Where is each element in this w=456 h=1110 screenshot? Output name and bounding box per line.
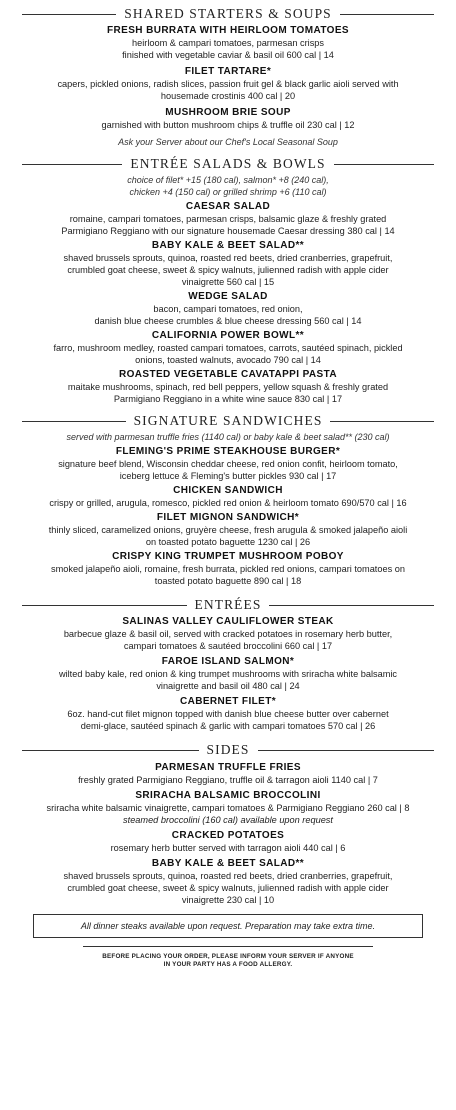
item-desc-line: capers, pickled onions, radish slices, passion fruit gel & black garlic aioli served with [57,79,399,89]
item-desc-line: danish blue cheese crumbles & blue cheese dressing 560 cal | 14 [94,316,362,326]
item-desc-line: iceberg lettuce & Fleming's butter pickles 930 cal | 17 [119,471,337,481]
item-name: CHICKEN SANDWICH [173,485,283,496]
item-desc-line: vinaigrette 560 cal | 15 [181,277,275,287]
item-desc-line: vinaigrette 230 cal | 10 [181,895,275,905]
header-rule-left [22,164,122,165]
item-desc-line: crumbled goat cheese, sweet & spicy walnuts, julienned radish with apple cider [67,265,389,275]
menu-item [6,239,450,288]
item-desc-line: Parmigiano Reggiano in a white wine sauce 830 cal | 17 [113,394,343,404]
header-rule-right [258,750,435,751]
section-header [6,6,450,22]
menu-item [6,655,450,692]
item-desc-line: 6oz. hand-cut filet mignon topped with danish blue cheese butter over cabernet [67,709,389,719]
item-desc-line: onions, toasted walnuts, avocado 790 cal | 14 [135,355,321,365]
section-header [6,742,450,758]
item-desc-line: on toasted potato baguette 1230 cal | 26 [145,537,311,547]
section-title: SIGNATURE SANDWICHES [133,413,323,428]
item-sub-note: steamed broccolini (160 cal) available upon request [123,815,333,825]
item-name: FRESH BURRATA WITH HEIRLOOM TOMATOES [107,25,349,36]
section-sides [6,742,450,906]
menu-item [6,857,450,906]
header-rule-right [269,605,434,606]
item-desc-line: thinly sliced, caramelized onions, gruyère cheese, fresh arugula & smoked jalapeño aioli [48,525,408,535]
item-name: CRACKED POTATOES [171,830,285,841]
section-title: ENTRÉE SALADS & BOWLS [130,156,326,171]
item-desc-line: barbecue glaze & basil oil, served with cracked potatoes in rosemary herb butter, [63,629,393,639]
menu-item [6,290,450,327]
item-desc-line: Parmigiano Reggiano with our signature housemade Caesar dressing 380 cal | 14 [61,226,395,236]
section-entrees [6,597,450,732]
item-name: FLEMING'S PRIME STEAKHOUSE BURGER* [115,446,341,457]
item-desc-line: farro, mushroom medley, roasted campari tomatoes, carrots, sautéed spinach, pickled [53,343,403,353]
header-rule-left [22,421,126,422]
menu-item [6,484,450,509]
item-name: SRIRACHA BALSAMIC BROCCOLINI [135,790,321,801]
item-desc-line: shaved brussels sprouts, quinoa, roasted red beets, dried cranberries, grapefruit, [63,253,393,263]
item-desc-line: campari tomatoes & sautéed broccolini 660 cal | 17 [123,641,333,651]
item-desc-line: finished with vegetable caviar & basil oil 600 cal | 14 [122,50,334,60]
allergy-notice [6,953,450,969]
menu-item [6,368,450,405]
menu-item [6,24,450,61]
header-rule-right [330,421,434,422]
section-header [6,413,450,429]
item-name: BABY KALE & BEET SALAD** [151,240,305,251]
section-header [6,156,450,172]
item-name: CAESAR SALAD [185,201,271,212]
section-note-line: served with parmesan truffle fries (1140 cal) or baby kale & beet salad** (230 cal) [66,432,390,442]
item-desc-line: heirloom & campari tomatoes, parmesan crisps [132,38,324,48]
item-desc-line: freshly grated Parmigiano Reggiano, truffle oil & tarragon aioli 1140 cal | 7 [78,775,378,785]
section-entree-salads [6,156,450,405]
section-signature-sandwiches [6,413,450,587]
header-rule-left [22,605,187,606]
item-name: WEDGE SALAD [188,291,268,302]
section-shared-starters [6,6,450,148]
allergy-line: IN YOUR PARTY HAS A FOOD ALLERGY. [163,961,293,968]
steak-notice-box: All dinner steaks available upon request. Preparation may take extra time. [33,914,423,938]
item-name: FAROE ISLAND SALMON* [161,656,295,667]
seasonal-soup-note: Ask your Server about our Chef's Local Seasonal Soup [118,137,338,147]
item-desc-line: housemade crostinis 400 cal | 20 [160,91,296,101]
item-desc-line: vinaigrette and basil oil 480 cal | 24 [156,681,300,691]
item-desc-line: toasted potato baguette 890 cal | 18 [154,576,302,586]
item-name: PARMESAN TRUFFLE FRIES [155,762,301,773]
item-desc-line: maitake mushrooms, spinach, red bell peppers, yellow squash & freshly grated [67,382,389,392]
menu-item [6,550,450,587]
menu-item [6,615,450,652]
header-rule-right [334,164,434,165]
allergy-divider [83,946,373,947]
item-desc-line: sriracha white balsamic vinaigrette, campari tomatoes & Parmigiano Reggiano 260 cal | 8 [46,803,410,813]
item-name: CALIFORNIA POWER BOWL** [151,330,305,341]
menu-item [6,65,450,102]
menu-item [6,695,450,732]
item-name: FILET TARTARE* [184,66,272,77]
section-title: SHARED STARTERS & SOUPS [124,6,332,21]
menu-item [6,200,450,237]
menu-item [6,445,450,482]
item-desc-line: wilted baby kale, red onion & king trumpet mushrooms with sriracha white balsamic [58,669,398,679]
item-name: SALINAS VALLEY CAULIFLOWER STEAK [122,616,334,627]
header-rule-left [22,14,116,15]
item-desc-line: smoked jalapeño aioli, romaine, fresh burrata, pickled red onions, campari tomatoes on [51,564,405,574]
header-rule-right [340,14,434,15]
menu-item [6,511,450,548]
header-rule-left [22,750,199,751]
item-desc-line: bacon, campari tomatoes, red onion, [153,304,303,314]
item-desc-line: garnished with button mushroom chips & truffle oil 230 cal | 12 [101,120,355,130]
item-desc-line: shaved brussels sprouts, quinoa, roasted red beets, dried cranberries, grapefruit, [63,871,393,881]
item-name: CABERNET FILET* [180,696,276,707]
item-name: BABY KALE & BEET SALAD** [151,858,305,869]
menu-item [6,106,450,131]
item-desc-line: romaine, campari tomatoes, parmesan crisps, balsamic glaze & freshly grated [69,214,387,224]
allergy-line: BEFORE PLACING YOUR ORDER, PLEASE INFORM YOUR SERVER IF ANYONE [102,953,354,960]
item-desc-line: rosemary herb butter served with tarragon aioli 440 cal | 6 [110,843,346,853]
section-note-line: chicken +4 (150 cal) or grilled shrimp +6 (110 cal) [129,187,327,197]
section-note-line: choice of filet* +15 (180 cal), salmon* +8 (240 cal), [127,175,329,185]
item-desc-line: signature beef blend, Wisconsin cheddar cheese, red onion confit, heirloom tomato, [58,459,398,469]
item-desc-line: demi-glace, sautéed spinach & garlic with campari tomatoes 570 cal | 26 [80,721,376,731]
section-header [6,597,450,613]
item-desc-line: crispy or grilled, arugula, romesco, pickled red onion & heirloom tomato 690/570 cal | 16 [49,498,407,508]
menu-item [6,829,450,854]
menu-item [6,329,450,366]
section-title: ENTRÉES [194,597,262,612]
menu-item [6,789,450,826]
item-name: MUSHROOM BRIE SOUP [165,107,291,118]
item-desc-line: crumbled goat cheese, sweet & spicy walnuts, julienned radish with apple cider [67,883,389,893]
menu-item [6,761,450,786]
section-title: SIDES [206,742,250,757]
item-name: CRISPY KING TRUMPET MUSHROOM POBOY [112,551,344,562]
item-name: FILET MIGNON SANDWICH* [156,512,300,523]
item-name: ROASTED VEGETABLE CAVATAPPI PASTA [118,369,338,380]
